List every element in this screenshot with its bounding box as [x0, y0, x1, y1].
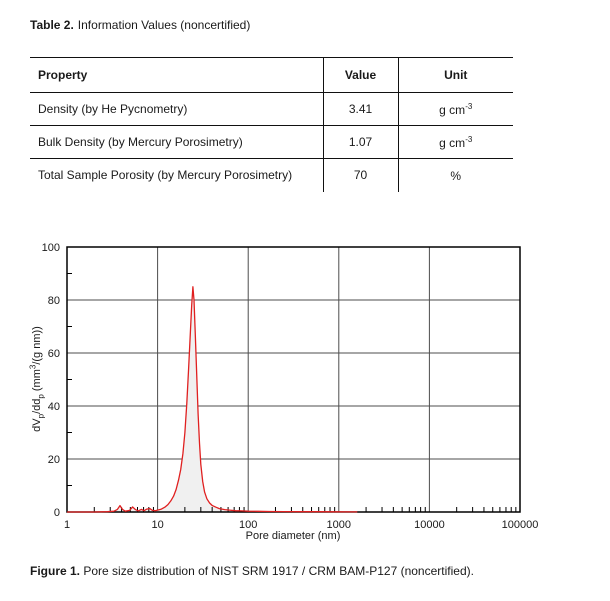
svg-text:100: 100: [239, 519, 258, 531]
svg-text:0: 0: [53, 507, 60, 519]
column-header-unit: Unit: [398, 58, 513, 93]
pore-size-chart: [25, 237, 585, 557]
pore-size-chart-svg: [25, 237, 585, 557]
table-header-row: [30, 58, 513, 93]
cell-unit: %: [398, 159, 513, 192]
info-values-table: [30, 57, 513, 192]
cell-property: Density (by He Pycnometry): [30, 93, 323, 126]
figure-caption-number: Figure 1.: [30, 564, 81, 578]
svg-text:80: 80: [47, 295, 60, 307]
svg-text:10000: 10000: [414, 519, 445, 531]
table-row: [30, 126, 513, 159]
svg-text:10: 10: [151, 519, 164, 531]
svg-text:20: 20: [47, 454, 60, 466]
x-axis-title: Pore diameter (nm): [245, 530, 341, 542]
table-title: [30, 18, 250, 32]
cell-value: 3.41: [323, 93, 398, 126]
cell-value: 1.07: [323, 126, 398, 159]
table-title-text: Information Values (noncertified): [77, 18, 251, 32]
svg-text:100000: 100000: [501, 519, 539, 531]
y-axis-title: $dV_p/dd_p$ ($mm^3/(g$ nm)): [28, 326, 46, 432]
table-title-number: Table 2.: [30, 18, 74, 32]
column-header-value: Value: [323, 58, 398, 93]
cell-unit: g $cm^{-3}$: [398, 93, 513, 126]
column-header-property: Property: [30, 58, 323, 93]
svg-text:60: 60: [47, 348, 60, 360]
cell-unit: g $cm^{-3}$: [398, 126, 513, 159]
figure-caption: [30, 564, 474, 578]
cell-value: 70: [323, 159, 398, 192]
figure-caption-text: Pore size distribution of NIST SRM 1917 / CRM BAM-P127 (noncertified).: [83, 564, 474, 578]
table-row: [30, 93, 513, 126]
table-row: [30, 159, 513, 192]
cell-property: Total Sample Porosity (by Mercury Porosimetry): [38, 168, 293, 183]
svg-text:1: 1: [63, 519, 71, 531]
svg-text:40: 40: [47, 401, 60, 413]
cell-property: Bulk Density (by Mercury Porosimetry): [30, 126, 323, 159]
svg-text:1000: 1000: [326, 519, 352, 531]
svg-text:100: 100: [41, 242, 60, 254]
